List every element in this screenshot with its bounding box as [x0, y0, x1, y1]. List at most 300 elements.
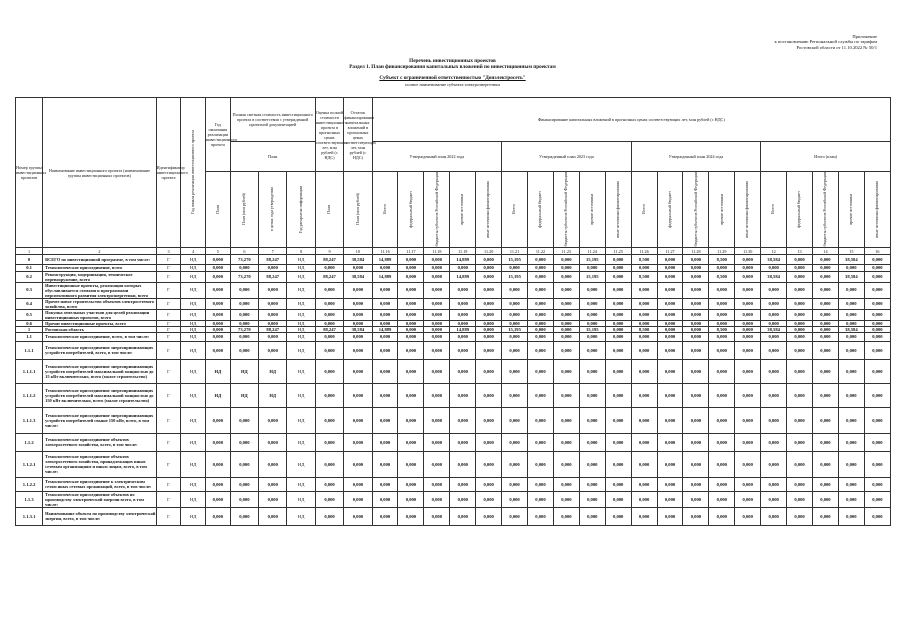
row-financing-value: 0,000: [812, 507, 838, 525]
row-cost-eval: 0,000: [315, 507, 343, 525]
row-financing-value: 0,000: [812, 341, 838, 359]
row-financing-value: 0,000: [838, 341, 864, 359]
row-remain: 38,584: [344, 326, 372, 332]
row-financing-value: 0,000: [372, 507, 398, 525]
row-financing-value: 0,000: [528, 265, 554, 271]
row-flag: Г: [156, 477, 181, 491]
row-financing-value: 0,000: [735, 451, 761, 477]
row-plan-rub: 0,000: [259, 265, 287, 271]
row-financing-value: 0,000: [553, 332, 579, 341]
row-financing-value: 0,000: [709, 265, 735, 271]
column-index-cell: 11.23: [553, 248, 579, 255]
row-financing-value: 0,000: [864, 383, 890, 407]
sub-header-plan-rub-2: План (млн рублей): [344, 172, 372, 248]
row-remain: 0,000: [344, 477, 372, 491]
row-financing-value: 0,000: [372, 298, 398, 309]
row-year-end: 0,000: [206, 407, 231, 433]
row-plan-year: 0,000: [230, 491, 258, 507]
row-financing-value: 0,000: [398, 383, 424, 407]
row-financing-value: 0,000: [812, 271, 838, 282]
sub-total-reg: бюджеты субъектов Российской Федерации: [812, 172, 838, 248]
row-financing-value: 0,000: [838, 383, 864, 407]
row-financing-value: 0,000: [709, 433, 735, 451]
row-nd: НД: [181, 332, 206, 341]
row-name: Реконструкция, модернизация, техническое перевооружение, всего: [43, 271, 157, 282]
row-price-zone: НД: [287, 491, 315, 507]
row-cost-eval: 0,000: [315, 359, 343, 383]
column-index-cell: 11.25: [605, 248, 631, 255]
table-row: [16, 282, 891, 298]
row-financing-value: 0,000: [424, 320, 450, 326]
row-plan-year: 0,000: [230, 332, 258, 341]
row-name: Технологическое присоединение, всего, в том числе:: [43, 332, 157, 341]
row-financing-value: 38,584: [761, 326, 787, 332]
row-financing-value: 0,000: [812, 320, 838, 326]
row-name: Технологическое присоединение к электрическим сетям иных сетевых организаций, всего, в том числе:: [43, 477, 157, 491]
row-financing-value: 0,000: [553, 407, 579, 433]
row-plan-rub: 0,000: [259, 433, 287, 451]
row-name: Ростовская область: [43, 326, 157, 332]
row-financing-value: 0,000: [683, 341, 709, 359]
row-plan-year: 0,000: [230, 477, 258, 491]
row-financing-value: 0,000: [424, 477, 450, 491]
row-financing-value: 0,000: [528, 407, 554, 433]
row-financing-value: 0,000: [657, 255, 683, 265]
row-cost-eval: 88,247: [315, 326, 343, 332]
column-index-cell: 10: [344, 248, 372, 255]
row-financing-value: 0,000: [528, 326, 554, 332]
row-financing-value: 38,584: [838, 255, 864, 265]
table-row: [16, 298, 891, 309]
row-financing-value: 0,000: [838, 265, 864, 271]
row-financing-value: 0,000: [398, 265, 424, 271]
col-header-2023: Утвержденный план 2023 года: [502, 142, 632, 172]
row-nd: НД: [181, 320, 206, 326]
row-financing-value: 0,000: [502, 433, 528, 451]
row-plan-year: 0,000: [230, 341, 258, 359]
row-price-zone: НД: [287, 320, 315, 326]
row-price-zone: НД: [287, 282, 315, 298]
row-financing-value: 0,000: [553, 326, 579, 332]
sub-2024-mun: иные источники финансирования: [735, 172, 761, 248]
row-financing-value: 0,000: [787, 298, 813, 309]
column-index-cell: 11.22: [528, 248, 554, 255]
row-cost-eval: 88,247: [315, 255, 343, 265]
row-financing-value: 0,000: [476, 332, 502, 341]
row-financing-value: 0,000: [476, 282, 502, 298]
row-plan-year: 0,000: [230, 309, 258, 320]
row-plan-rub: 88,247: [259, 271, 287, 282]
row-flag: Г: [156, 255, 181, 265]
row-financing-value: 0,000: [761, 320, 787, 326]
row-code: 0: [16, 255, 43, 265]
row-financing-value: 0,000: [838, 507, 864, 525]
sub-2024-fed: федеральный бюджет: [657, 172, 683, 248]
row-financing-value: 0,000: [424, 359, 450, 383]
row-financing-value: 0,000: [424, 326, 450, 332]
row-year-end: 0,000: [206, 309, 231, 320]
row-nd: НД: [181, 271, 206, 282]
row-remain: 0,000: [344, 298, 372, 309]
row-year-end: НД: [206, 383, 231, 407]
row-financing-value: 0,000: [476, 491, 502, 507]
row-financing-value: 0,000: [735, 359, 761, 383]
row-cost-eval: 0,000: [315, 433, 343, 451]
row-name: Технологическое присоединение объектов электросетевого хозяйства, всего, в том числе:: [43, 433, 157, 451]
row-cost-eval: 0,000: [315, 383, 343, 407]
row-financing-value: 0,000: [398, 271, 424, 282]
row-financing-value: 0,000: [838, 451, 864, 477]
row-financing-value: 38,584: [838, 271, 864, 282]
row-plan-rub: 0,000: [259, 477, 287, 491]
row-financing-value: 0,000: [787, 320, 813, 326]
row-financing-value: 0,000: [502, 282, 528, 298]
row-financing-value: 8,500: [631, 326, 657, 332]
row-plan-year: 73,270: [230, 255, 258, 265]
row-financing-value: 0,000: [709, 332, 735, 341]
row-financing-value: 0,000: [579, 433, 605, 451]
row-cost-eval: 0,000: [315, 332, 343, 341]
row-financing-value: 0,000: [812, 451, 838, 477]
row-code: 1.1.1.3: [16, 407, 43, 433]
row-price-zone: НД: [287, 383, 315, 407]
sub-2023-fed: федеральный бюджет: [528, 172, 554, 248]
row-flag: Г: [156, 383, 181, 407]
column-index-cell: 13: [787, 248, 813, 255]
row-financing-value: 0,000: [528, 451, 554, 477]
column-index-cell: 11.24: [579, 248, 605, 255]
row-financing-value: 0,000: [683, 255, 709, 265]
row-flag: Г: [156, 320, 181, 326]
appendix-line-2: к постановлению Региональной службы по тарифам: [774, 39, 877, 45]
row-financing-value: 0,000: [372, 477, 398, 491]
row-year-end: 0,000: [206, 255, 231, 265]
row-financing-value: 0,000: [761, 383, 787, 407]
row-nd: НД: [181, 383, 206, 407]
table-row: [16, 309, 891, 320]
row-cost-eval: 0,000: [315, 282, 343, 298]
table-row: [16, 332, 891, 341]
row-financing-value: 0,000: [502, 491, 528, 507]
row-financing-value: 0,000: [864, 477, 890, 491]
row-remain: 0,000: [344, 491, 372, 507]
row-nd: НД: [181, 433, 206, 451]
row-financing-value: 0,000: [372, 359, 398, 383]
row-financing-value: 0,000: [605, 265, 631, 271]
row-financing-value: 0,000: [553, 320, 579, 326]
row-financing-value: 0,000: [709, 507, 735, 525]
row-financing-value: 0,000: [579, 407, 605, 433]
row-financing-value: 0,000: [787, 282, 813, 298]
row-financing-value: 0,000: [502, 507, 528, 525]
row-financing-value: 0,000: [398, 341, 424, 359]
row-financing-value: 0,000: [476, 271, 502, 282]
row-financing-value: 0,000: [761, 298, 787, 309]
row-remain: 0,000: [344, 309, 372, 320]
column-index-cell: 2: [43, 248, 157, 255]
row-financing-value: 0,000: [683, 320, 709, 326]
row-financing-value: 0,000: [735, 265, 761, 271]
row-flag: Г: [156, 451, 181, 477]
row-financing-value: 0,000: [424, 451, 450, 477]
row-financing-value: 0,000: [528, 477, 554, 491]
row-financing-value: 0,000: [476, 451, 502, 477]
row-name: Технологическое присоединение энергопринимающих устройств потребителей максимальной мощностью до 150 кВт включительно, всего (малое строительство): [43, 383, 157, 407]
row-financing-value: 0,000: [787, 255, 813, 265]
row-financing-value: 0,000: [579, 383, 605, 407]
row-financing-value: 0,000: [838, 407, 864, 433]
col-header-full-cost: Полная сметная стоимость инвестиционного проекта в соответствии с утвержденной проектной документацией: [230, 98, 315, 142]
row-financing-value: 0,000: [761, 359, 787, 383]
row-cost-eval: 0,000: [315, 407, 343, 433]
row-financing-value: 0,000: [424, 507, 450, 525]
row-flag: Г: [156, 298, 181, 309]
row-financing-value: 0,000: [476, 265, 502, 271]
sub-2024-reg: бюджеты субъектов Российской Федерации: [683, 172, 709, 248]
col-header-year-end: Год окончания реализации инвестиционного проекта: [206, 98, 231, 172]
column-index-cell: 11.30: [735, 248, 761, 255]
row-financing-value: 0,000: [398, 451, 424, 477]
row-financing-value: 15,195: [579, 326, 605, 332]
row-plan-rub: НД: [259, 359, 287, 383]
row-financing-value: 0,000: [709, 309, 735, 320]
row-year-end: 0,000: [206, 271, 231, 282]
row-financing-value: 0,000: [631, 332, 657, 341]
row-financing-value: 0,000: [398, 282, 424, 298]
row-financing-value: 14,889: [372, 255, 398, 265]
row-plan-year: НД: [230, 359, 258, 383]
row-financing-value: 0,000: [657, 341, 683, 359]
row-financing-value: 0,000: [372, 332, 398, 341]
row-financing-value: 0,000: [424, 265, 450, 271]
row-plan-year: 73,270: [230, 326, 258, 332]
row-financing-value: 0,000: [450, 309, 476, 320]
row-financing-value: 0,000: [838, 491, 864, 507]
row-remain: 0,000: [344, 359, 372, 383]
row-financing-value: 0,000: [735, 326, 761, 332]
row-price-zone: НД: [287, 271, 315, 282]
row-financing-value: 0,000: [476, 359, 502, 383]
row-code: 0.5: [16, 309, 43, 320]
row-financing-value: 0,000: [553, 265, 579, 271]
row-nd: НД: [181, 451, 206, 477]
row-financing-value: 0,000: [864, 298, 890, 309]
sub-2024-oth: прочие источники: [709, 172, 735, 248]
row-financing-value: 0,000: [476, 477, 502, 491]
row-financing-value: 0,000: [761, 309, 787, 320]
col-header-id: Идентификатор инвестиционного проекта: [156, 98, 181, 248]
row-financing-value: 0,000: [605, 491, 631, 507]
row-financing-value: 0,000: [450, 451, 476, 477]
row-price-zone: НД: [287, 265, 315, 271]
row-remain: 0,000: [344, 433, 372, 451]
row-flag: Г: [156, 359, 181, 383]
row-financing-value: 0,000: [683, 332, 709, 341]
row-financing-value: 0,000: [424, 433, 450, 451]
row-financing-value: 0,000: [553, 309, 579, 320]
row-financing-value: 0,000: [372, 282, 398, 298]
row-financing-value: 0,000: [450, 383, 476, 407]
row-price-zone: НД: [287, 433, 315, 451]
row-cost-eval: 0,000: [315, 309, 343, 320]
row-financing-value: 0,000: [476, 255, 502, 265]
row-financing-value: 0,000: [502, 320, 528, 326]
row-financing-value: 0,000: [787, 491, 813, 507]
row-flag: Г: [156, 309, 181, 320]
row-financing-value: 0,000: [398, 320, 424, 326]
row-financing-value: 0,000: [709, 383, 735, 407]
row-financing-value: 0,000: [631, 309, 657, 320]
row-financing-value: 0,000: [735, 282, 761, 298]
row-cost-eval: 0,000: [315, 477, 343, 491]
row-code: 1.1.3.1: [16, 507, 43, 525]
row-flag: Г: [156, 332, 181, 341]
row-financing-value: 0,000: [657, 433, 683, 451]
row-financing-value: 0,000: [476, 320, 502, 326]
col-header-name: Наименование инвестиционного проекта (наименование группы инвестиционных проектов): [43, 98, 157, 248]
row-nd: НД: [181, 507, 206, 525]
column-index-cell: 11.19: [450, 248, 476, 255]
row-plan-year: 0,000: [230, 320, 258, 326]
row-financing-value: 0,000: [502, 477, 528, 491]
row-financing-value: 38,584: [761, 255, 787, 265]
row-financing-value: 0,000: [502, 407, 528, 433]
row-year-end: 0,000: [206, 332, 231, 341]
row-financing-value: 0,000: [631, 407, 657, 433]
row-financing-value: 0,000: [787, 507, 813, 525]
row-financing-value: 0,000: [528, 383, 554, 407]
row-financing-value: 0,000: [735, 491, 761, 507]
row-financing-value: 0,000: [631, 477, 657, 491]
row-financing-value: 0,000: [735, 341, 761, 359]
row-financing-value: 0,000: [657, 507, 683, 525]
row-financing-value: 0,000: [424, 271, 450, 282]
row-financing-value: 0,000: [450, 265, 476, 271]
col-header-number: Номер группы инвестиционных проектов: [16, 98, 43, 248]
row-flag: Г: [156, 407, 181, 433]
sub-header-year: Год раскрытия информации: [287, 172, 315, 248]
row-financing-value: 0,000: [761, 451, 787, 477]
row-financing-value: 0,000: [683, 451, 709, 477]
row-financing-value: 0,000: [631, 491, 657, 507]
row-financing-value: 0,000: [424, 491, 450, 507]
row-financing-value: 0,000: [502, 332, 528, 341]
row-financing-value: 0,000: [579, 282, 605, 298]
row-financing-value: 8,500: [709, 255, 735, 265]
row-name: Инвестиционные проекты, реализация которых обуславливается схемами и программами перспективного развития электроэнергетики, всего: [43, 282, 157, 298]
row-financing-value: 0,000: [683, 433, 709, 451]
row-price-zone: НД: [287, 341, 315, 359]
row-financing-value: 0,000: [657, 265, 683, 271]
table-row: [16, 407, 891, 433]
row-financing-value: 0,000: [864, 320, 890, 326]
row-financing-value: 0,000: [398, 332, 424, 341]
column-index-cell: 11.26: [631, 248, 657, 255]
row-financing-value: 0,000: [476, 341, 502, 359]
row-financing-value: 0,000: [709, 491, 735, 507]
row-nd: НД: [181, 298, 206, 309]
row-financing-value: 0,000: [864, 491, 890, 507]
row-year-end: 0,000: [206, 433, 231, 451]
col-header-remain: Остаток финансирования капитальных вложений в прогнозных ценах соответствующих лет, млн рублей (с НДС): [344, 98, 372, 172]
organization-name: Субъект с ограниченной ответственностью "Донэлектросеть": [379, 75, 526, 81]
row-financing-value: 0,000: [657, 320, 683, 326]
row-financing-value: 0,000: [579, 477, 605, 491]
row-year-end: 0,000: [206, 507, 231, 525]
sub-2023-oth: прочие источники: [579, 172, 605, 248]
row-financing-value: 0,000: [812, 491, 838, 507]
row-financing-value: 0,000: [424, 282, 450, 298]
row-code: 1.1.1.1: [16, 359, 43, 383]
row-financing-value: 0,000: [657, 326, 683, 332]
row-financing-value: 0,000: [372, 451, 398, 477]
row-financing-value: 0,000: [683, 298, 709, 309]
row-financing-value: 0,000: [709, 359, 735, 383]
row-name: Технологическое присоединение энергопринимающих устройств потребителей максимальной мощностью до 15 кВт включительно, всего (малое строительство): [43, 359, 157, 383]
row-financing-value: 0,000: [605, 309, 631, 320]
row-price-zone: НД: [287, 309, 315, 320]
row-financing-value: 0,000: [812, 298, 838, 309]
row-financing-value: 0,000: [761, 282, 787, 298]
row-financing-value: 0,000: [398, 298, 424, 309]
row-financing-value: 0,000: [735, 433, 761, 451]
row-nd: НД: [181, 282, 206, 298]
row-name: Технологическое присоединение энергопринимающих устройств потребителей свыше 150 кВт, всего, в том числе:: [43, 407, 157, 433]
column-index-cell: 7: [259, 248, 287, 255]
row-year-end: 0,000: [206, 341, 231, 359]
column-index-cell: 14: [812, 248, 838, 255]
sub-header-plan: План: [315, 172, 343, 248]
row-plan-rub: 0,000: [259, 320, 287, 326]
row-name: Прочие инвестиционные проекты, всего: [43, 320, 157, 326]
column-index-cell: 1: [16, 248, 43, 255]
row-financing-value: 0,000: [424, 383, 450, 407]
row-plan-year: НД: [230, 383, 258, 407]
row-financing-value: 0,000: [553, 491, 579, 507]
row-financing-value: 0,000: [605, 433, 631, 451]
row-plan-rub: 0,000: [259, 309, 287, 320]
row-financing-value: 0,000: [502, 298, 528, 309]
row-remain: 0,000: [344, 451, 372, 477]
row-financing-value: 0,000: [838, 433, 864, 451]
row-financing-value: 0,000: [812, 255, 838, 265]
row-year-end: 0,000: [206, 451, 231, 477]
row-financing-value: 0,000: [657, 282, 683, 298]
investment-table: [15, 97, 891, 526]
row-financing-value: 0,000: [579, 451, 605, 477]
row-cost-eval: 0,000: [315, 341, 343, 359]
row-year-end: 0,000: [206, 265, 231, 271]
column-index-cell: 16: [864, 248, 890, 255]
row-financing-value: 0,000: [864, 359, 890, 383]
row-financing-value: 0,000: [735, 383, 761, 407]
row-financing-value: 15,195: [579, 255, 605, 265]
row-flag: Г: [156, 271, 181, 282]
row-financing-value: 0,000: [864, 326, 890, 332]
row-financing-value: 0,000: [605, 359, 631, 383]
sub-header-plan-rub: План (млн рублей): [230, 172, 258, 248]
row-remain: 0,000: [344, 282, 372, 298]
row-financing-value: 0,000: [709, 477, 735, 491]
row-financing-value: 0,000: [709, 407, 735, 433]
row-financing-value: 14,889: [450, 271, 476, 282]
row-financing-value: 0,000: [450, 341, 476, 359]
organization-caption: полное наименование субъекта электроэнергетики: [405, 82, 500, 87]
row-financing-value: 0,000: [579, 507, 605, 525]
row-financing-value: 0,000: [398, 255, 424, 265]
column-index-cell: 4: [181, 248, 206, 255]
sub-2023-total: Всего: [502, 172, 528, 248]
